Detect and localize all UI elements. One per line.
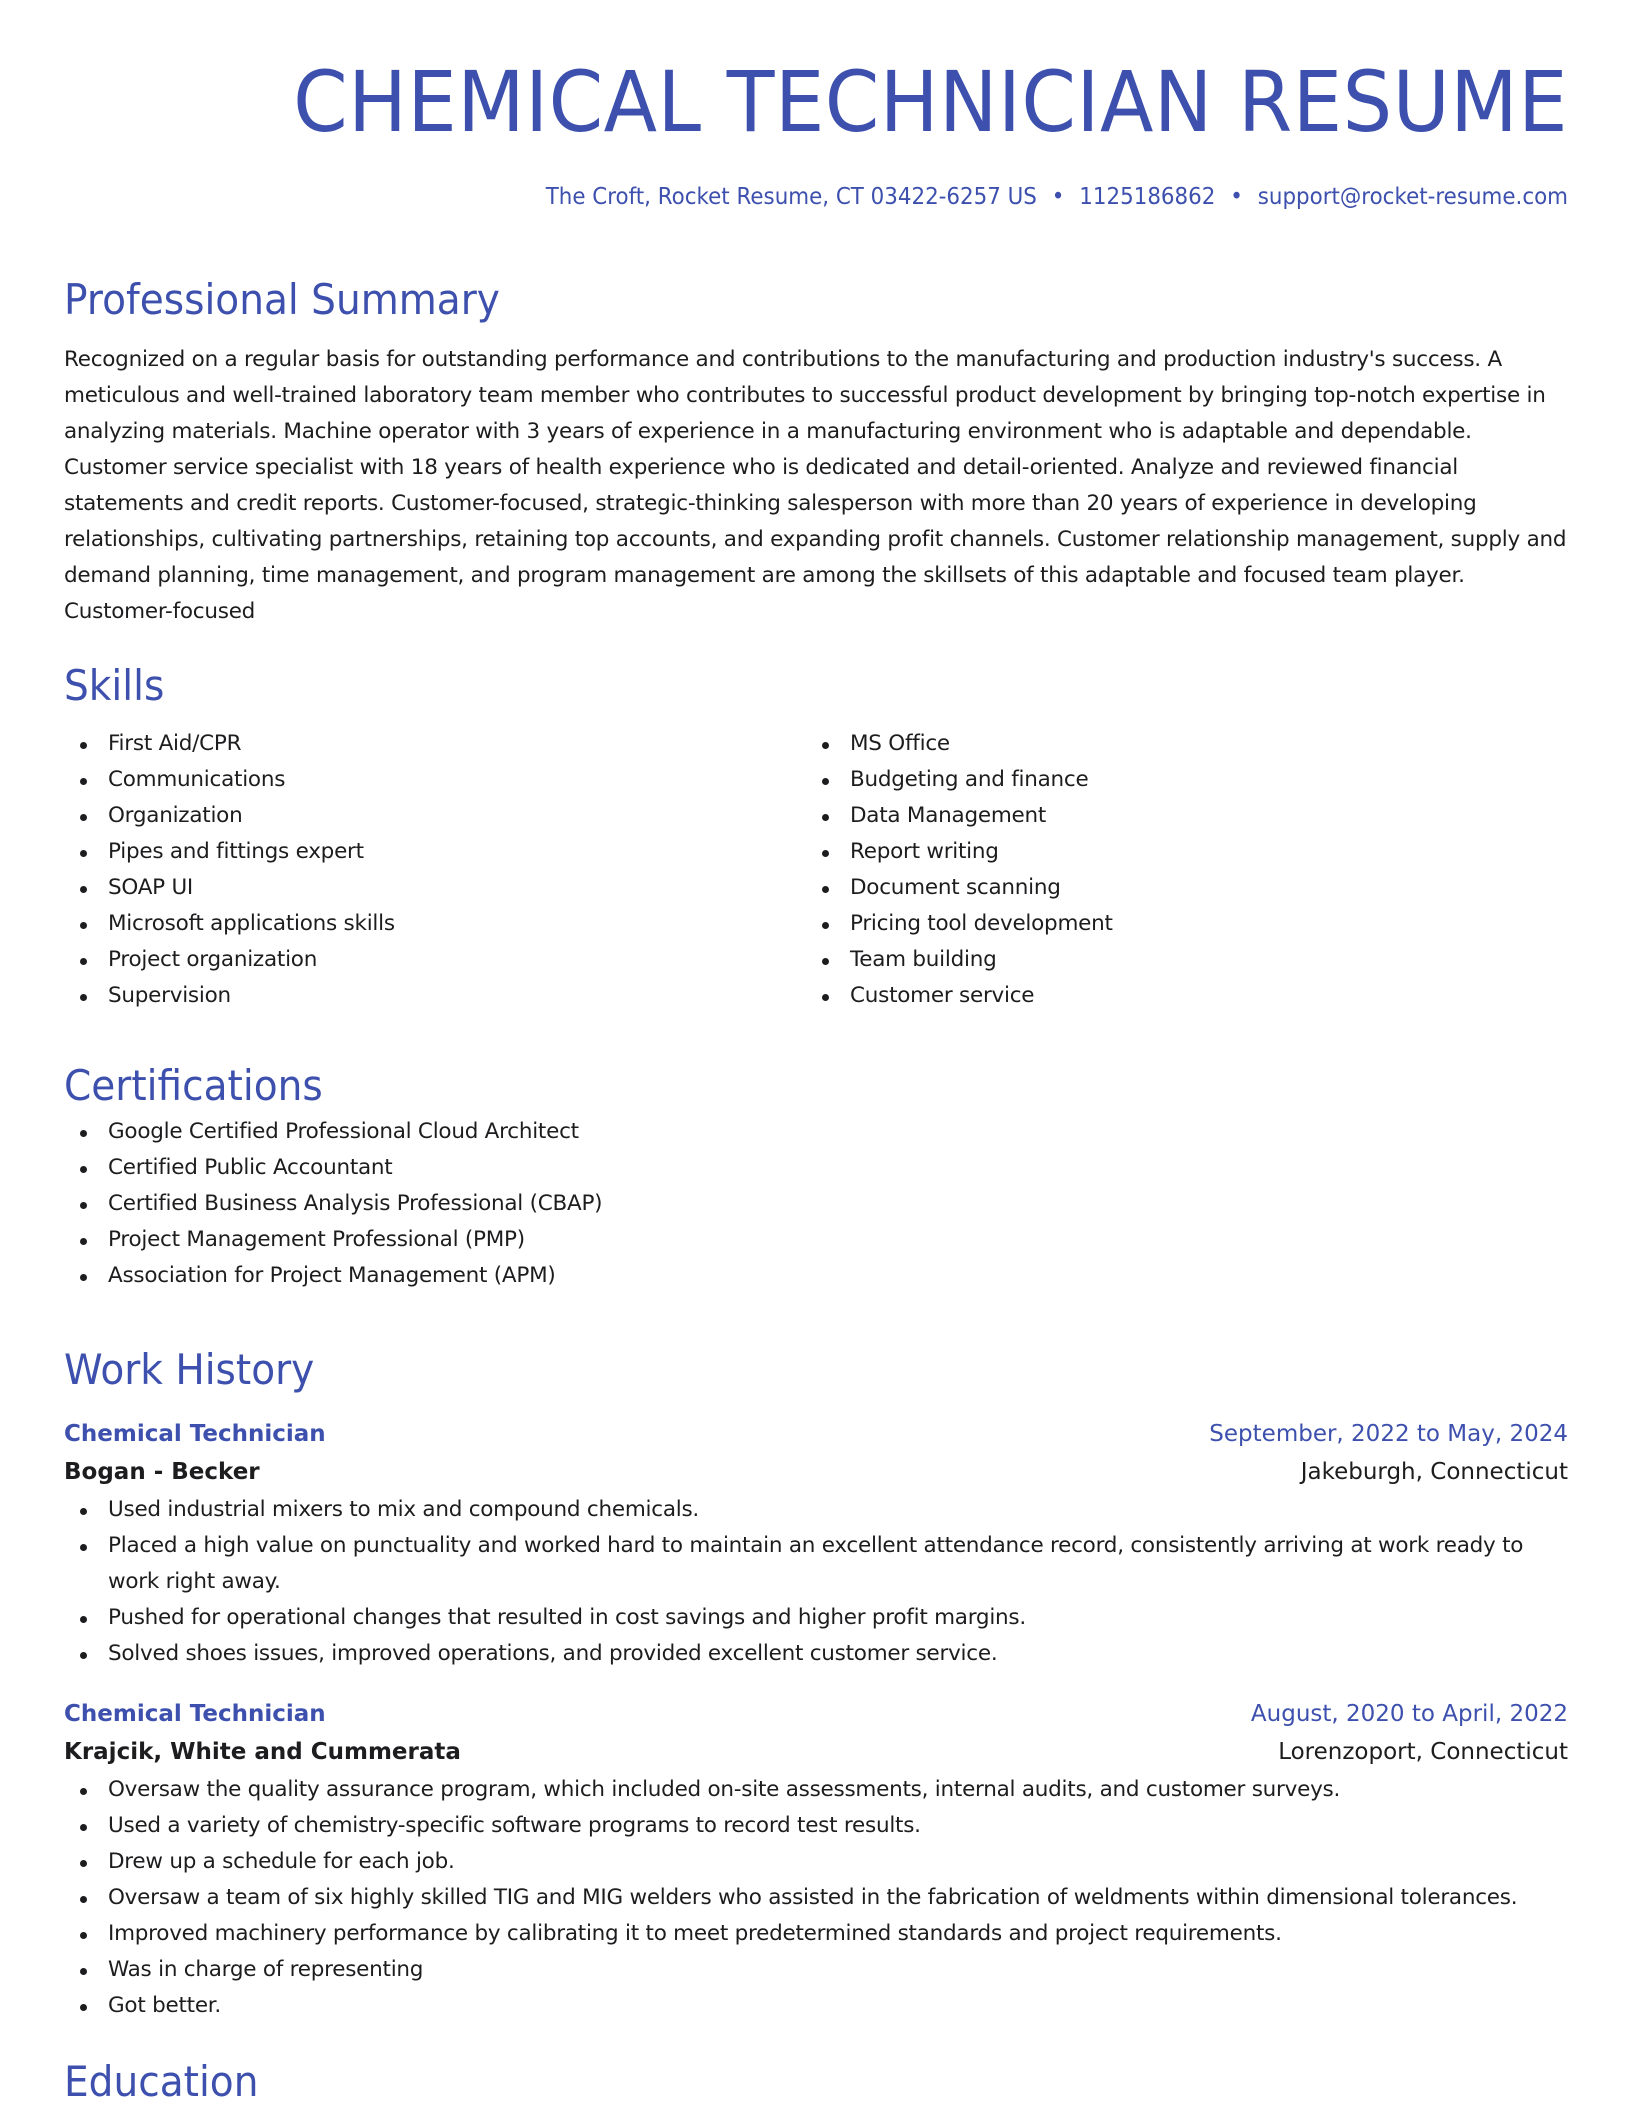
skill-item: Document scanning (850, 870, 1548, 906)
job-bullet: Oversaw the quality assurance program, which included on-site assessments, internal audits, and customer surveys. (108, 1772, 1568, 1808)
skill-item: SOAP UI (108, 870, 806, 906)
summary-heading: Professional Summary (64, 275, 500, 324)
certification-item: Google Certified Professional Cloud Architect (108, 1114, 1568, 1150)
job-entry (64, 1696, 1568, 2024)
skill-item: Customer service (850, 978, 1548, 1014)
contact-address: The Croft, Rocket Resume, CT 03422-6257 US (545, 184, 1037, 210)
skill-item: Data Management (850, 798, 1548, 834)
resume-page (64, 0, 1568, 2110)
skill-item: First Aid/CPR (108, 726, 806, 762)
contact-separator: • (1051, 184, 1065, 210)
job-title-row (64, 1696, 1568, 1732)
job-company: Bogan - Becker (64, 1459, 260, 1485)
certification-item: Association for Project Management (APM) (108, 1258, 1568, 1294)
education-heading: Education (64, 2057, 259, 2106)
job-role: Chemical Technician (64, 1421, 326, 1447)
job-company-row (64, 1732, 1568, 1772)
certification-item: Certified Business Analysis Professional (CBAP) (108, 1186, 1568, 1222)
certifications-heading: Certifications (64, 1061, 323, 1110)
job-bullet: Solved shoes issues, improved operations, and provided excellent customer service. (108, 1636, 1568, 1672)
job-bullets (64, 1772, 1568, 2024)
skill-item: Report writing (850, 834, 1548, 870)
skill-item: Microsoft applications skills (108, 906, 806, 942)
job-company-row (64, 1452, 1568, 1492)
skill-item: MS Office (850, 726, 1548, 762)
job-bullet: Pushed for operational changes that resulted in cost savings and higher profit margins. (108, 1600, 1568, 1636)
job-bullet: Was in charge of representing (108, 1952, 1568, 1988)
job-dates: August, 2020 to April, 2022 (1250, 1701, 1568, 1727)
job-bullets (64, 1492, 1568, 1672)
job-bullet: Used a variety of chemistry-specific software programs to record test results. (108, 1808, 1568, 1844)
resume-header (64, 0, 1568, 212)
job-bullet: Improved machinery performance by calibrating it to meet predetermined standards and project requirements. (108, 1916, 1568, 1952)
job-bullet: Got better. (108, 1988, 1568, 2024)
skills-list-right (806, 726, 1548, 1014)
skills-heading: Skills (64, 661, 165, 710)
skill-item: Pricing tool development (850, 906, 1548, 942)
job-location: Jakeburgh, Connecticut (1300, 1459, 1568, 1485)
job-bullet: Placed a high value on punctuality and worked hard to maintain an excellent attendance record, consistently arriving at work ready to work right away. (108, 1528, 1568, 1600)
skill-item: Project organization (108, 942, 806, 978)
skills-list-left (64, 726, 806, 1014)
job-title-row (64, 1416, 1568, 1452)
job-bullet: Oversaw a team of six highly skilled TIG and MIG welders who assisted in the fabrication of weldments within dimensional tolerances. (108, 1880, 1568, 1916)
job-company: Krajcik, White and Cummerata (64, 1739, 461, 1765)
skills-grid (64, 726, 1568, 1014)
skill-item: Communications (108, 762, 806, 798)
contact-line (169, 182, 1568, 212)
job-bullet: Drew up a schedule for each job. (108, 1844, 1568, 1880)
skills-column-right (806, 726, 1548, 1014)
summary-text: Recognized on a regular basis for outstanding performance and contributions to the manufacturing and production industry's success. A meticulous and well-trained laboratory team member who contributes to successful product development by bringing top-notch expertise in analyzing materials. Machine operator with 3 years of experience in a manufacturing environment who is adaptable and dependable. Customer service specialist with 18 years of health experience who is dedicated and detail-oriented. Analyze and reviewed financial statements and credit reports. Customer-focused, strategic-thinking salesperson with more than 20 years of experience in developing relationships, cultivating partnerships, retaining top accounts, and expanding profit channels. Customer relationship management, supply and demand planning, time management, and program management are among the skillsets of this adaptable and focused team player. Customer-focused (64, 347, 1567, 624)
contact-separator: • (1230, 184, 1243, 210)
certification-item: Certified Public Accountant (108, 1150, 1568, 1186)
resume-title: CHEMICAL TECHNICIAN RESUME (293, 53, 1568, 151)
skill-item: Pipes and fittings expert (108, 834, 806, 870)
certifications-list (64, 1114, 1568, 1294)
skills-column-left (64, 726, 806, 1014)
job-location: Lorenzoport, Connecticut (1278, 1739, 1568, 1765)
work-history-heading: Work History (64, 1345, 315, 1394)
job-dates: September, 2022 to May, 2024 (1209, 1421, 1568, 1447)
skill-item: Budgeting and finance (850, 762, 1548, 798)
job-bullet: Used industrial mixers to mix and compound chemicals. (108, 1492, 1568, 1528)
skill-item: Supervision (108, 978, 806, 1014)
contact-phone: 1125186862 (1079, 184, 1216, 210)
contact-email: support@rocket-resume.com (1257, 184, 1568, 210)
skill-item: Team building (850, 942, 1548, 978)
job-role: Chemical Technician (64, 1701, 326, 1727)
job-entry (64, 1416, 1568, 1672)
certification-item: Project Management Professional (PMP) (108, 1222, 1568, 1258)
skill-item: Organization (108, 798, 806, 834)
